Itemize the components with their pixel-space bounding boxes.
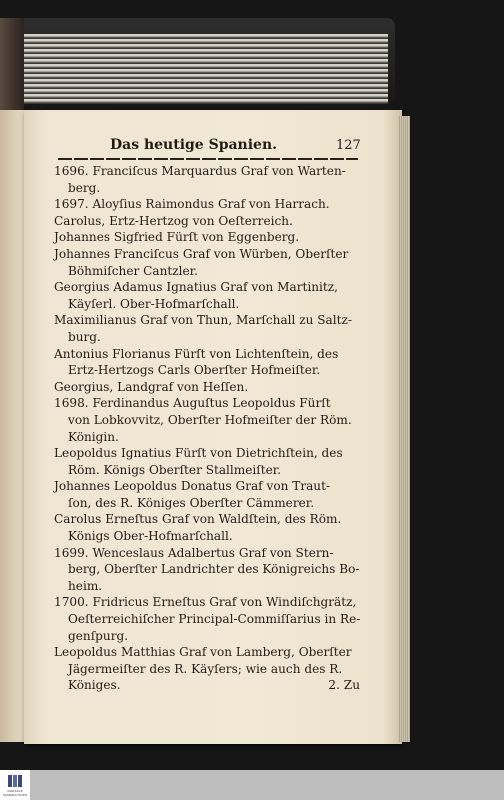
text-line: Leopoldus Ignatius Fürſt von Dietrichſtein, des — [54, 446, 343, 461]
text-line: Käyſerl. Ober-Hofmarſchall. — [68, 296, 240, 311]
text-line: Böhmiſcher Cantzler. — [68, 263, 198, 278]
text-line — [54, 677, 364, 694]
text-line: Leopoldus Matthias Graf von Lamberg, Oberſter — [54, 645, 352, 660]
text-line: berg, Oberſter Landrichter des Königreichs Bo- — [68, 562, 360, 577]
text-line-content: Königes. — [68, 678, 121, 693]
page-number: 127 — [336, 138, 361, 153]
library-logo-text: DIGITALE SAMMLUNGEN — [2, 789, 28, 797]
text-line: Ertz-Hertzogs Carls Oberſter Hofmeiſter. — [68, 363, 321, 378]
text-line: 1698. Ferdinandus Auguſtus Leopoldus Fürſt — [54, 396, 331, 411]
text-line: 1700. Fridricus Erneſtus Graf von Windiſchgrätz, — [54, 595, 357, 610]
text-line: Antonius Florianus Fürſt von Lichtenſtein, des — [54, 346, 339, 361]
text-line: von Lobkovvitz, Oberſter Hofmeiſter der Röm. — [68, 412, 352, 427]
text-line: Georgius Adamus Ignatius Graf von Martinitz, — [54, 280, 338, 295]
text-line: Carolus, Ertz-Hertzog von Oeſterreich. — [54, 213, 293, 228]
viewer-footer-bar — [0, 770, 504, 800]
library-logo-icon — [7, 774, 23, 788]
text-line: Johannes Franciſcus Graf von Würben, Oberſter — [54, 246, 349, 261]
text-line: Röm. Königs Oberſter Stallmeiſter. — [68, 462, 282, 477]
header-rule — [58, 158, 358, 160]
text-line: burg. — [68, 329, 101, 344]
text-line: Königin. — [68, 429, 119, 444]
page-fore-edge — [398, 116, 410, 742]
text-line: 1699. Wenceslaus Adalbertus Graf von Stern- — [54, 545, 334, 560]
text-line: ſon, des R. Königes Oberſter Cämmerer. — [68, 495, 315, 510]
page-text — [54, 163, 364, 694]
text-line: Königs Ober-Hofmarſchall. — [68, 529, 233, 544]
page-stack-edges — [8, 34, 388, 104]
book-cover-corner — [0, 18, 24, 114]
text-line: genſpurg. — [68, 628, 129, 643]
facing-page-edge — [0, 110, 24, 742]
text-line: 1696. Franciſcus Marquardus Graf von Warten- — [54, 164, 346, 178]
text-line: berg. — [68, 180, 101, 195]
text-line: Maximilianus Graf von Thun, Marſchall zu Saltz- — [54, 313, 352, 328]
text-line: Jägermeiſter des R. Käyſers; wie auch des R. — [68, 661, 343, 676]
text-line: Johannes Sigfried Fürſt von Eggenberg. — [54, 230, 300, 245]
text-line: Oeſterreichiſcher Principal-Commiſſarius in Re- — [68, 612, 361, 627]
text-line: Carolus Erneſtus Graf von Waldſtein, des Röm. — [54, 512, 342, 527]
text-line: Johannes Leopoldus Donatus Graf von Traut- — [54, 479, 331, 494]
text-line: 1697. Aloyſius Raimondus Graf von Harrach. — [54, 197, 330, 212]
text-line: heim. — [68, 578, 103, 593]
text-line: Georgius, Landgraf von Heſſen. — [54, 379, 249, 394]
catchword: 2. Zu — [328, 678, 360, 693]
library-logo[interactable] — [0, 770, 30, 800]
running-head: Das heutige Spanien. — [110, 137, 278, 153]
